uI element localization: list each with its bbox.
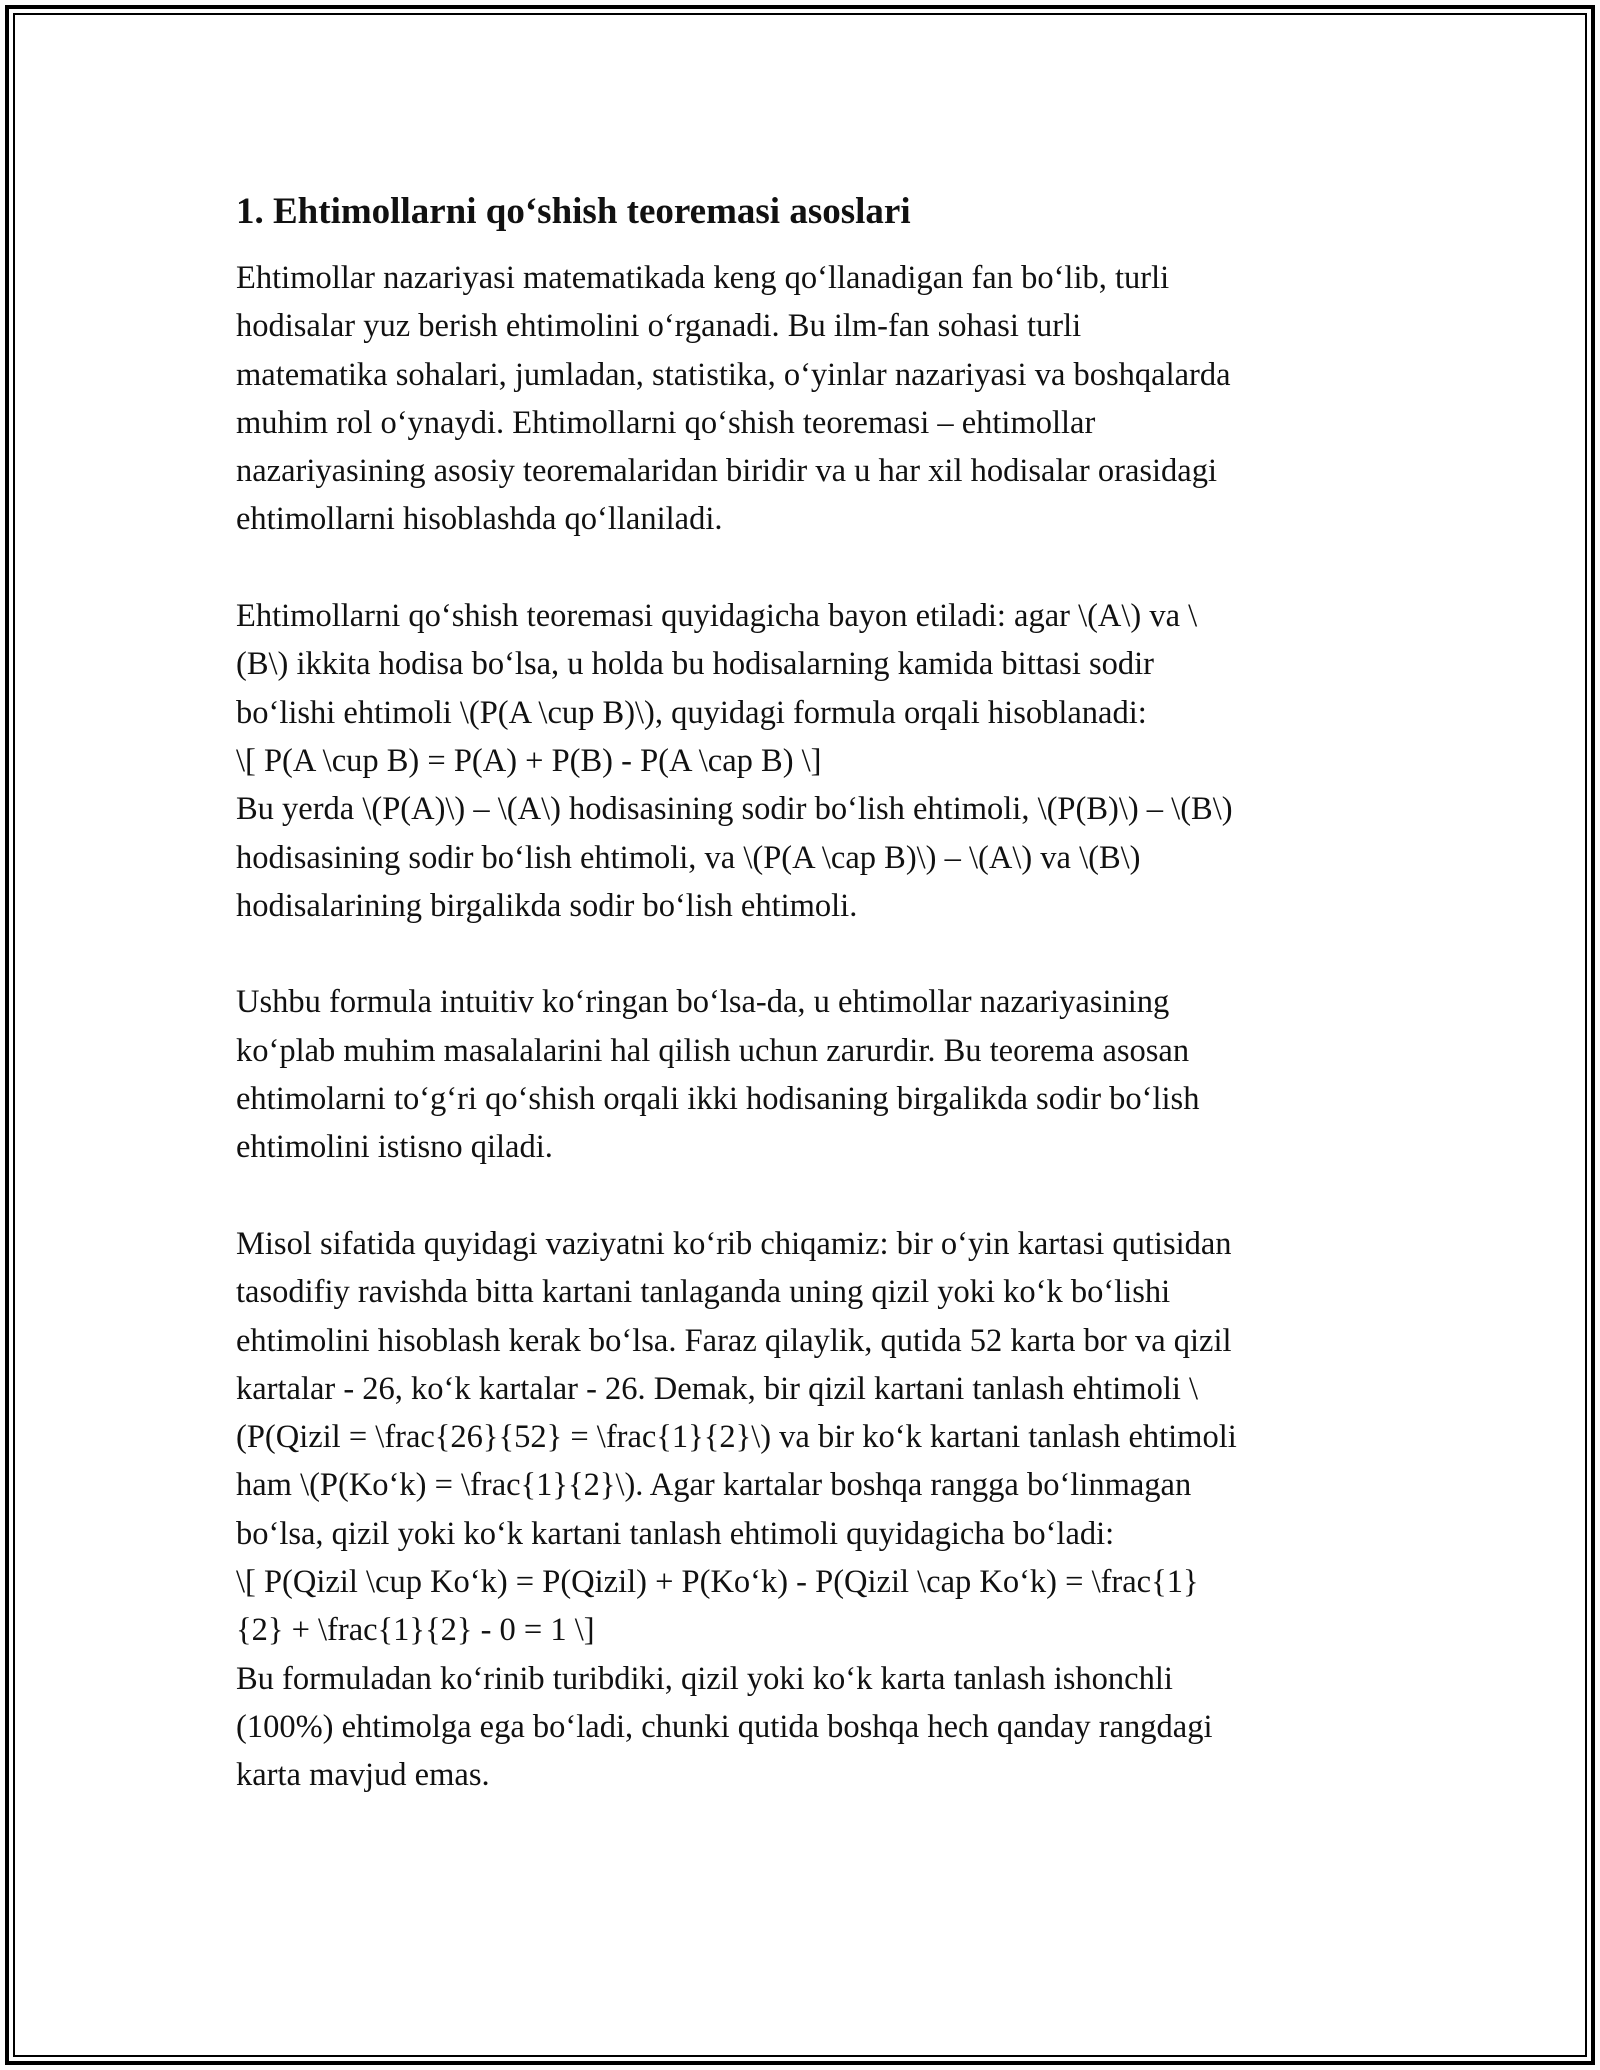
paragraph-line: hodisasining sodir bo‘lish ehtimoli, va \(P(A \cap B)\) – \(A\) va \(B\)	[236, 839, 1141, 876]
paragraph-line: {2} + \frac{1}{2} - 0 = 1 \]	[236, 1612, 595, 1649]
paragraph	[236, 254, 1366, 544]
paragraph-line: karta mavjud emas.	[236, 1757, 490, 1794]
paragraph-line: \[ P(A \cup B) = P(A) + P(B) - P(A \cap B) \]	[236, 742, 822, 779]
paragraph-line: Bu formuladan ko‘rinib turibdiki, qizil yoki ko‘k karta tanlash ishonchli	[236, 1660, 1173, 1697]
paragraph-line: (P(Qizil = \frac{26}{52} = \frac{1}{2}\) va bir ko‘k kartani tanlash ehtimoli	[236, 1419, 1237, 1456]
paragraph-line: (B\) ikkita hodisa bo‘lsa, u holda bu hodisalarning kamida bittasi sodir	[236, 646, 1154, 683]
paragraph	[236, 978, 1366, 1171]
paragraph-line: nazariyasining asosiy teoremalaridan biridir va u har xil hodisalar orasidagi	[236, 453, 1217, 490]
document-body	[236, 186, 1366, 1848]
paragraph-line: ehtimolarni to‘g‘ri qo‘shish orqali ikki hodisaning birgalikda sodir bo‘lish	[236, 1081, 1200, 1118]
paragraph-line: (100%) ehtimolga ega bo‘ladi, chunki qutida boshqa hech qanday rangdagi	[236, 1708, 1213, 1745]
paragraph-line: Ushbu formula intuitiv ko‘ringan bo‘lsa-da, u ehtimollar nazariyasining	[236, 984, 1170, 1021]
paragraph-line: Misol sifatida quyidagi vaziyatni ko‘rib chiqamiz: bir o‘yin kartasi qutisidan	[236, 1225, 1232, 1262]
paragraph-line: ehtimollarni hisoblashda qo‘llaniladi.	[236, 501, 723, 538]
paragraph-line: ko‘plab muhim masalalarini hal qilish uchun zarurdir. Bu teorema asosan	[236, 1032, 1190, 1069]
paragraph-line: hodisalar yuz berish ehtimolini o‘rganadi. Bu ilm-fan sohasi turli	[236, 308, 1082, 345]
paragraph-line: matematika sohalari, jumladan, statistika, o‘yinlar nazariyasi va boshqalarda	[236, 356, 1231, 393]
paragraph-line: ham \(P(Ko‘k) = \frac{1}{2}\). Agar kartalar boshqa rangga bo‘linmagan	[236, 1467, 1192, 1504]
paragraph-line: bo‘lsa, qizil yoki ko‘k kartani tanlash ehtimoli quyidagicha bo‘ladi:	[236, 1515, 1115, 1552]
paragraph-line: \[ P(Qizil \cup Ko‘k) = P(Qizil) + P(Ko‘k) - P(Qizil \cap Ko‘k) = \frac{1}	[236, 1564, 1199, 1601]
paragraph-line: kartalar - 26, ko‘k kartalar - 26. Demak, bir qizil kartani tanlash ehtimoli \	[236, 1370, 1199, 1407]
section-heading: 1. Ehtimollarni qo‘shish teoremasi asoslari	[236, 191, 911, 232]
paragraph-line: tasodifiy ravishda bitta kartani tanlaganda uning qizil yoki ko‘k bo‘lishi	[236, 1274, 1171, 1311]
paragraph-line: Ehtimollar nazariyasi matematikada keng qo‘llanadigan fan bo‘lib, turli	[236, 260, 1170, 296]
paragraph	[236, 1220, 1366, 1800]
paragraph-line: ehtimolini istisno qiladi.	[236, 1129, 553, 1166]
paragraph	[236, 592, 1366, 930]
paragraph-line: Bu yerda \(P(A)\) – \(A\) hodisasining sodir bo‘lish ehtimoli, \(P(B)\) – \(B\)	[236, 791, 1233, 828]
paragraph-line: hodisalarining birgalikda sodir bo‘lish ehtimoli.	[236, 887, 858, 924]
paragraph-line: ehtimolini hisoblash kerak bo‘lsa. Faraz qilaylik, qutida 52 karta bor va qizil	[236, 1322, 1232, 1359]
paragraph-list	[236, 254, 1366, 1800]
paragraph-line: Ehtimollarni qo‘shish teoremasi quyidagicha bayon etiladi: agar \(A\) va \	[236, 598, 1198, 635]
paragraph-line: bo‘lishi ehtimoli \(P(A \cup B)\), quyidagi formula orqali hisoblanadi:	[236, 694, 1147, 731]
paragraph-line: muhim rol o‘ynaydi. Ehtimollarni qo‘shish teoremasi – ehtimollar	[236, 404, 1096, 441]
